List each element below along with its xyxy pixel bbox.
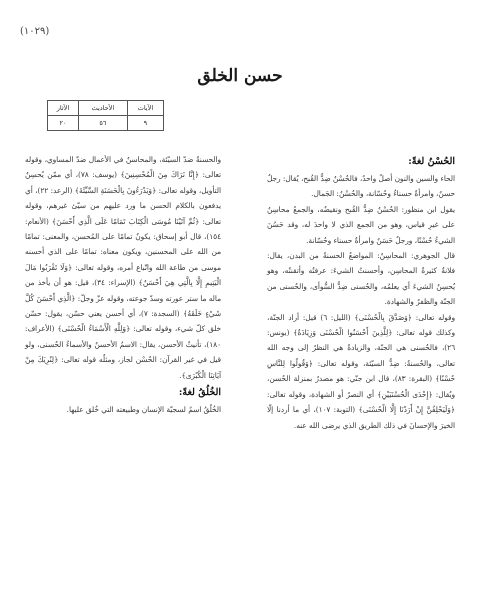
stats-header-athar: الآثار [48,101,79,116]
paragraph: يقول ابن منظور: الحُسْنُ ضِدُّ القُبح ونقيضُه، والجمعُ محاسِنُ على غيرِ قياس، وهو من الجمع الذي لا واحدَ له، وقد حَسُنَ الشيءُ حُسْنًا، ورجلٌ حَسَنٌ وامرأةٌ حسناء وحُسّانة. [267,204,455,245]
right-column [267,152,455,433]
section-heading-khuluq: الخُلُقُ لغةً: [178,387,221,399]
stats-table [47,100,164,131]
left-column [25,152,221,418]
stats-value-athar: ٢٠ [48,116,79,131]
paragraph: وقوله تعالى: ﴿وَصَدَّقَ بِالْحُسْنَى﴾ (الليل: ٦) قيل: أراد الجنّة، وكذلك قوله تعالى: ﴿لِلَّذِينَ أَحْسَنُوا الْحُسْنَى وَزِيَادَةٌ﴾ (يونس: ٢٦)، فالحُسنى هي الجنّة، والزيادةُ هي النظرُ إلى وجه الله تعالى، والحُسنةُ: ضِدُّ السيّئة، وقوله تعالى: ﴿وَقُولُوا لِلنَّاسِ حُسْنًا﴾ (البقرة: ٨٣)، قال ابن جنّي: هو مصدرٌ بمنزلة الحُسن، ويُقال: ﴿إِحْدَى الْحُسْنَيَيْنِ﴾ أي النصرُ أو الشهادة، وقوله تعالى: ﴿وَلَيَحْلِفُنَّ إِنْ أَرَدْنَا إِلَّا الْحُسْنَى﴾ (التوبة: ١٠٧)، أي ما أردنا إلّا الخيرَ والإحسانَ في ذلك الطريق الذي يرضى الله عنه. [267,312,455,430]
stats-header-row [48,101,164,116]
paragraph: والحسنةُ ضدّ السيّئة، والمحاسنُ في الأعمال ضدّ المساوي، وقوله تعالى: ﴿إِنَّا نَرَاكَ مِنَ الْمُحْسِنِينَ﴾ (يوسف: ٧٨)، أي ممّن يُحسِنُ التأويل، وقوله تعالى: ﴿وَيَدْرَءُونَ بِالْحَسَنَةِ السَّيِّئَةَ﴾ (الرعد: ٢٢)، أي يدفعون بالكلام الحسن ما ورد عليهم من سيّئ غيرهم، وقوله تعالى: ﴿ثُمَّ آتَيْنَا مُوسَى الْكِتَابَ تَمَامًا عَلَى الَّذِي أَحْسَنَ﴾ (الأنعام: ١٥٤)، قال أبو إسحاق: يكونُ تمامًا على المُحسن، والمعنى: تمامًا من الله على المحسنين، ويكون معناه: تمامًا على الذي أحسنه موسى من طاعة الله واتّباع أمره، وقوله تعالى: ﴿وَلَا تَقْرَبُوا مَالَ الْيَتِيمِ إِلَّا بِالَّتِي هِيَ أَحْسَنُ﴾ (الإسراء: ٣٤)، قيل: هو أن يأخذ من ماله ما ستر عورته وسدّ جوعته، وقوله عزّ وجلّ: ﴿الَّذِي أَحْسَنَ كُلَّ شَيْءٍ خَلَقَهُ﴾ (السجدة: ٧)، أي أحسن يعني حسّن، يقول: حسّن خلق كلّ شيء، وقوله تعالى: ﴿وَلِلَّهِ الْأَسْمَاءُ الْحُسْنَى﴾ (الأعراف: ١٨٠)، تأنيثُ الأحسن، يقال: الاسمُ الأحسنُ والأسماءُ الحُسنى، ولو قيل في غير القرآن: الحُسْن لجاز، ومثلُه قوله تعالى: ﴿لِنُرِيَكَ مِنْ آيَاتِنَا الْكُبْرَى﴾. [25,155,221,380]
stats-value-row [48,116,164,131]
paragraph: الخُلُقُ اسمٌ لسجيّة الإنسان وطبيعته التي خُلق عليها. [66,405,221,415]
stats-header-verses: الآيات [127,101,163,116]
paragraph: قال الجوهري: المحاسِنُ: المواضعُ الحسنةُ من البدن، يقال: فلانةٌ كثيرةُ المحاسِن، وأحسنتُ الشيءَ: عرفتُه وأتقنتُه، وهو يُحسِنُ الشيءَ أي يعلمُه، والحُسنى ضِدُّ السُّوأى، والحُسنى من الجنّة والظفرُ والشهادة. [267,251,455,307]
page-number: (١٠٢٩) [20,26,50,37]
section-heading-husn: الحُسْنُ لغةً: [408,156,455,167]
stats-value-hadiths: ٥٦ [78,116,127,131]
stats-value-verses: ٩ [127,116,163,131]
paragraph: الحاء والسين والنون أصلٌ واحدٌ، فالحُسْنُ ضِدُّ القُبح، يُقال: رجلٌ حسنٌ، وامرأةٌ حسناءُ وحُسّانة، والحُسْنُ: الجَمال. [267,174,455,199]
stats-header-hadiths: الأحاديث [78,101,127,116]
page-title: حسن الخلق [197,66,283,86]
